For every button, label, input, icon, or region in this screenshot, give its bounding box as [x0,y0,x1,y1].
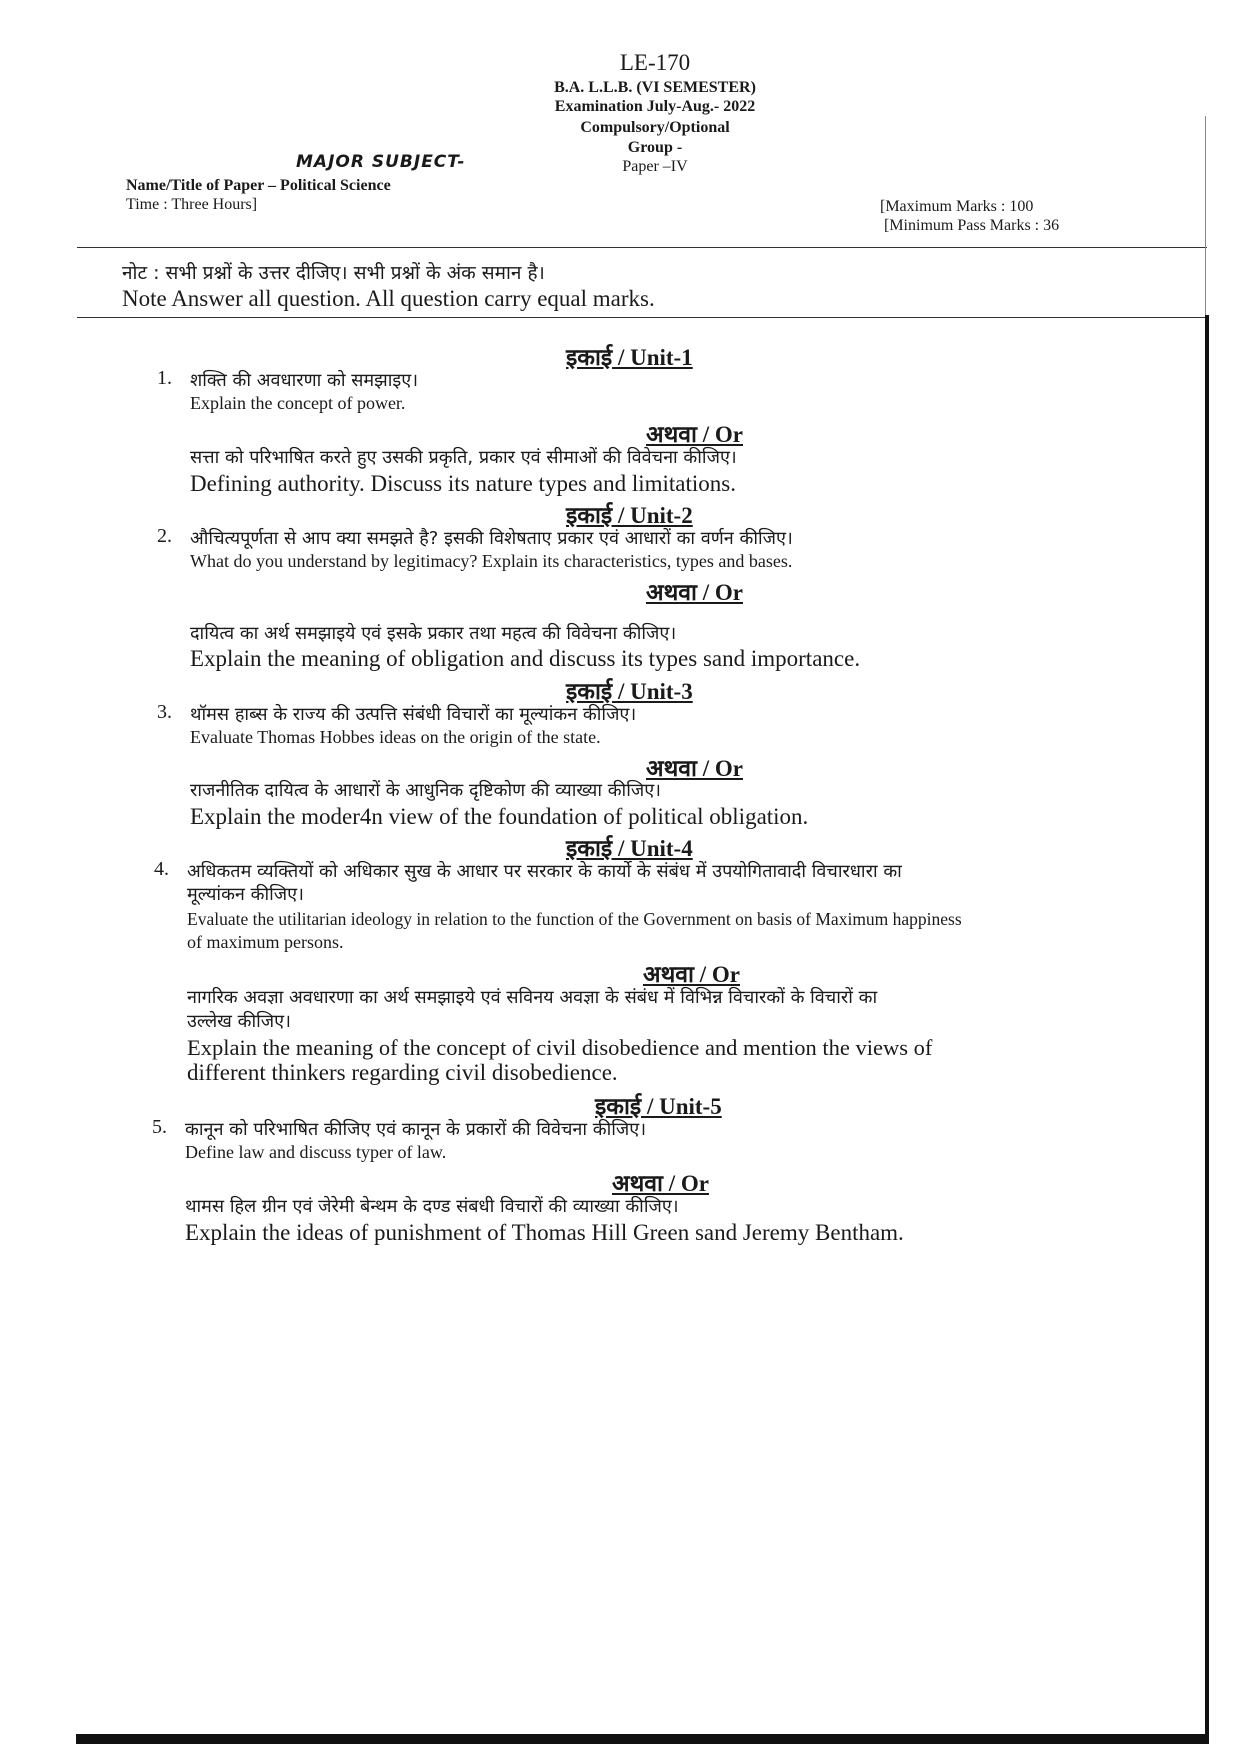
note-english: Note Answer all question. All question carry equal marks. [122,286,655,312]
unit-heading: इकाई / Unit-2 [566,503,693,529]
question-english-continued: of maximum persons. [187,931,344,952]
question-hindi: कानून को परिभाषित कीजिए एवं कानून के प्रकारों की विवेचना कीजिए। [185,1118,647,1140]
unit-heading: इकाई / Unit-3 [566,678,693,704]
or-separator: अथवा / Or [643,961,741,987]
question-hindi-continued: मूल्यांकन कीजिए। [187,884,304,906]
edge-line [1205,116,1206,316]
note-divider [77,317,1207,318]
alternative-english: Explain the meaning of obligation and discuss its types sand importance. [190,646,861,672]
question-number: 2. [157,525,172,548]
course-name: B.A. L.L.B. (VI SEMESTER) [554,78,756,96]
question-hindi: अधिकतम व्यक्तियों को अधिकार सुख के आधार पर सरकार के कार्यो के संबंध में उपयोगितावादी विचारधारा का [187,861,902,883]
minimum-pass-marks: [Minimum Pass Marks : 36 [884,217,1060,235]
or-separator: अथवा / Or [646,422,744,448]
time-allowed: Time : Three Hours] [126,195,258,213]
alternative-english: Explain the moder4n view of the foundation of political obligation. [190,803,809,829]
page-border-right [1205,315,1209,1738]
paper-title: Name/Title of Paper – Political Science [126,177,391,195]
question-english: Evaluate the utilitarian ideology in relation to the function of the Government on basis of Maximum happiness [187,909,962,930]
alternative-english: Defining authority. Discuss its nature types and limitations. [190,470,736,496]
unit-heading: इकाई / Unit-5 [595,1094,722,1120]
note-hindi: नोट : सभी प्रश्नों के उत्तर दीजिए। सभी प्रश्नों के अंक समान है। [122,261,545,284]
exam-session: Examination July-Aug.- 2022 [554,98,756,116]
question-number: 5. [152,1115,167,1138]
alternative-english: Explain the ideas of punishment of Thomas Hill Green sand Jeremy Bentham. [185,1219,904,1245]
paper-type: Compulsory/Optional [580,119,730,137]
question-hindi: औचित्यपूर्णता से आप क्या समझते है? इसकी विशेषताए प्रकार एवं आधारों का वर्णन कीजिए। [190,528,793,550]
or-separator: अथवा / Or [646,755,744,781]
question-number: 4. [154,858,169,881]
group-label: Group - [627,138,683,156]
alternative-hindi: सत्ता को परिभाषित करते हुए उसकी प्रकृति, प्रकार एवं सीमाओं की विवेचना कीजिए। [190,446,737,468]
alternative-hindi-continued: उल्लेख कीजिए। [187,1011,291,1033]
question-hindi: थॉमस हाब्स के राज्य की उत्पत्ति संबंधी विचारों का मूल्यांकन कीजिए। [190,703,637,725]
unit-heading: इकाई / Unit-1 [566,345,693,371]
alternative-hindi: नागरिक अवज्ञा अवधारणा का अर्थ समझाइये एवं सविनय अवज्ञा के संबंध में विभिन्न विचारकों के विचारों का [187,987,878,1009]
alternative-english: Explain the meaning of the concept of civil disobedience and mention the views of [187,1034,933,1060]
unit-heading: इकाई / Unit-4 [566,836,693,862]
question-english: What do you understand by legitimacy? Explain its characteristics, types and bases. [190,551,793,572]
alternative-hindi: राजनीतिक दायित्व के आधारों के आधुनिक दृष्टिकोण की व्याख्या कीजिए। [190,779,662,801]
question-english: Evaluate Thomas Hobbes ideas on the origin of the state. [190,726,601,747]
question-english: Explain the concept of power. [190,392,406,413]
maximum-marks: [Maximum Marks : 100 [880,197,1034,215]
or-separator: अथवा / Or [646,580,744,606]
paper-number: Paper –IV [622,158,688,176]
major-subject-handwritten: MAJOR SUBJECT- [296,152,466,173]
question-number: 3. [157,700,172,723]
page-border-bottom [76,1734,1209,1744]
question-english: Define law and discuss typer of law. [185,1141,447,1162]
question-number: 1. [157,366,172,389]
alternative-hindi: थामस हिल ग्रीन एवं जेरेमी बेन्थम के दण्ड संबधी विचारों की व्याख्या कीजिए। [185,1195,679,1217]
alternative-hindi: दायित्व का अर्थ समझाइये एवं इसके प्रकार तथा महत्व की विवेचना कीजिए। [190,623,677,645]
paper-code: LE-170 [619,50,691,76]
question-hindi: शक्ति की अवधारणा को समझाइए। [190,369,419,391]
alternative-english-continued: different thinkers regarding civil disobedience. [187,1060,618,1086]
header-divider [77,247,1207,248]
or-separator: अथवा / Or [612,1171,710,1197]
